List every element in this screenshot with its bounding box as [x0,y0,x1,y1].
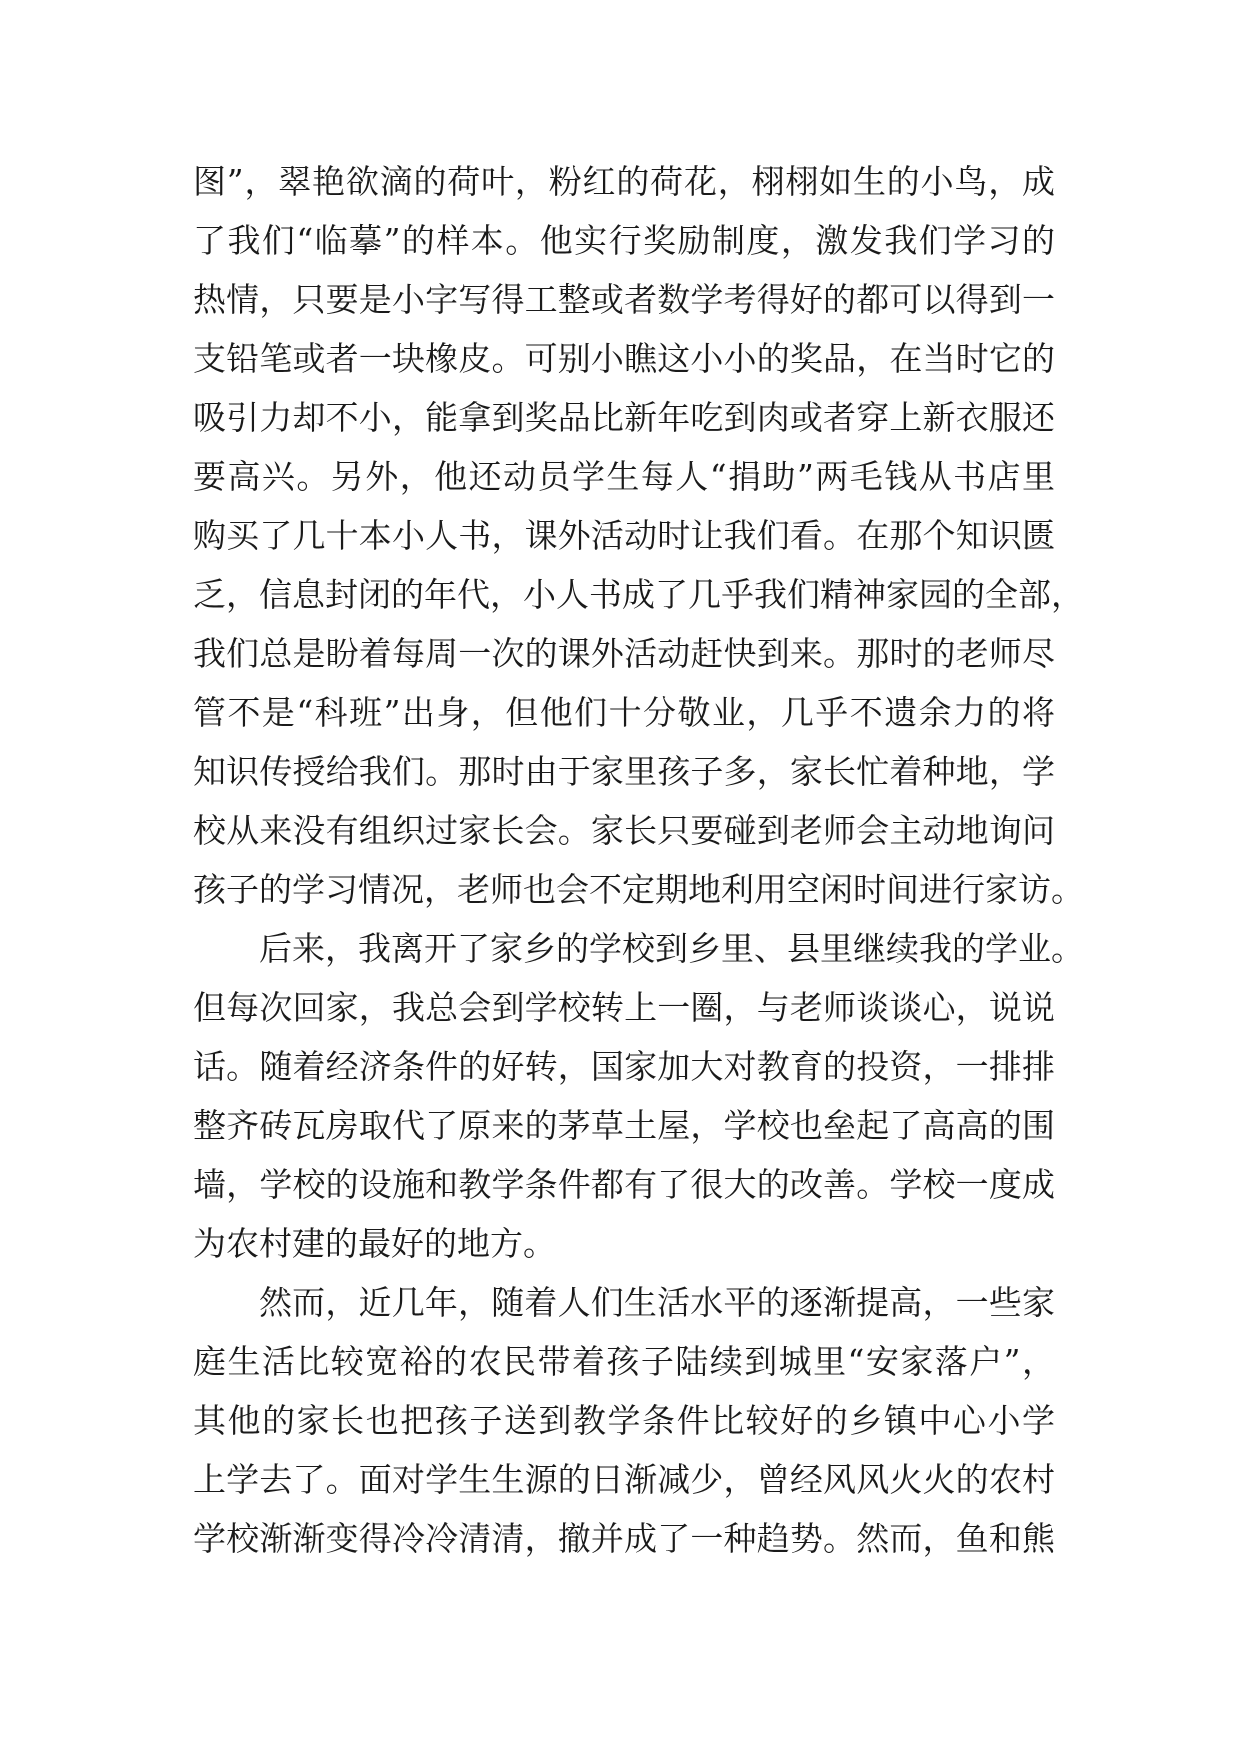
text-line: 为农村建的最好的地方。 [193,1224,556,1263]
text-line: 支铅笔或者一块橡皮。可别小瞧这小小的奖品，在当时它的 [193,339,1055,378]
text-line: 吸引力却不小，能拿到奖品比新年吃到肉或者穿上新衣服还 [193,398,1055,437]
text-line: 要高兴。另外，他还动员学生每人“捐助”两毛钱从书店里 [193,457,1055,496]
text-line: 校从来没有组织过家长会。家长只要碰到老师会主动地询问 [193,811,1055,850]
text-line: 墙，学校的设施和教学条件都有了很大的改善。学校一度成 [193,1165,1055,1204]
text-line: 热情，只要是小字写得工整或者数学考得好的都可以得到一 [193,280,1055,319]
text-line: 管不是“科班”出身，但他们十分敬业，几乎不遗余力的将 [193,693,1055,732]
text-line: 我们总是盼着每周一次的课外活动赶快到来。那时的老师尽 [193,634,1055,673]
text-line: 购买了几十本小人书，课外活动时让我们看。在那个知识匮 [193,516,1055,555]
body-text [193,152,1084,1568]
text-line: 知识传授给我们。那时由于家里孩子多，家长忙着种地，学 [193,752,1055,791]
text-line: 后来，我离开了家乡的学校到乡里、县里继续我的学业。 [259,929,1084,968]
text-line: 图”，翠艳欲滴的荷叶，粉红的荷花，栩栩如生的小鸟，成 [193,162,1055,201]
text-line: 孩子的学习情况，老师也会不定期地利用空闲时间进行家访。 [193,870,1084,909]
text-line: 然而，近几年，随着人们生活水平的逐渐提高，一些家 [259,1283,1055,1322]
paragraph-2 [193,919,1084,1273]
text-line: 学校渐渐变得冷冷清清，撤并成了一种趋势。然而，鱼和熊 [193,1519,1055,1558]
text-line: 了我们“临摹”的样本。他实行奖励制度，激发我们学习的 [193,221,1055,260]
paragraph-1 [193,152,1084,919]
text-line: 但每次回家，我总会到学校转上一圈，与老师谈谈心，说说 [193,988,1055,1027]
text-line: 其他的家长也把孩子送到教学条件比较好的乡镇中心小学 [193,1401,1055,1440]
text-line: 整齐砖瓦房取代了原来的茅草土屋，学校也垒起了高高的围 [193,1106,1055,1145]
text-line: 话。随着经济条件的好转，国家加大对教育的投资，一排排 [193,1047,1055,1086]
text-line: 庭生活比较宽裕的农民带着孩子陆续到城里“安家落户”， [193,1342,1055,1381]
text-line: 乏，信息封闭的年代，小人书成了几乎我们精神家园的全部， [193,575,1084,614]
text-line: 上学去了。面对学生生源的日渐减少，曾经风风火火的农村 [193,1460,1055,1499]
paragraph-3 [193,1273,1055,1568]
